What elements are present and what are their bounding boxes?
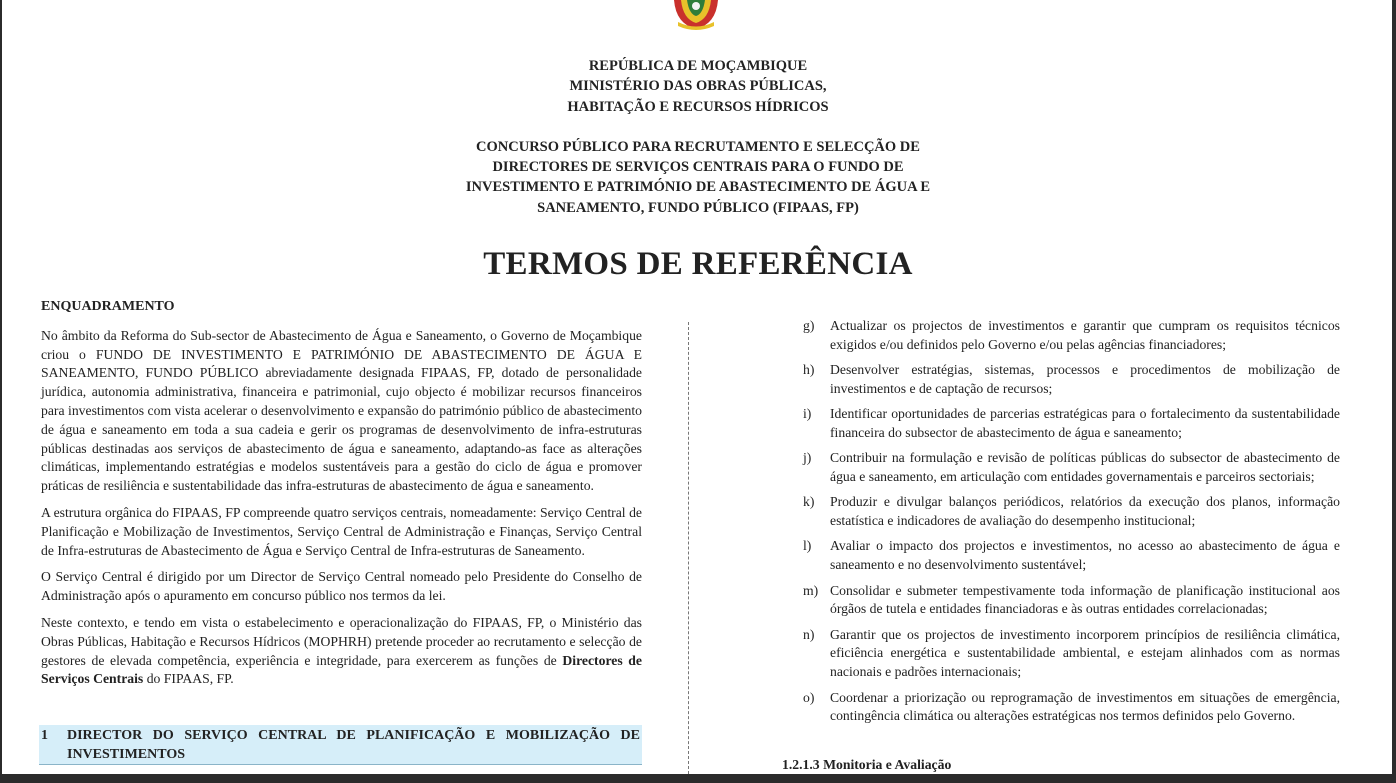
list-item-label: m) [803, 582, 819, 598]
list-item-text: Consolidar e submeter tempestivamente toda informação de planificação institucional aos órgãos de tutela e entidades financiadoras e às outras entidades correlacionadas; [830, 582, 1340, 617]
right-column [803, 317, 1340, 733]
list-item-text: Actualizar os projectos de investimentos e garantir que cumpram os requisitos técnicos exigidos e/ou definidos pelo Governo e/ou pelas agências financiadores; [830, 318, 1340, 352]
list-item [803, 405, 1340, 443]
list-item [803, 582, 1340, 620]
list-item [803, 689, 1340, 727]
column-divider [688, 322, 689, 774]
list-item-text: Produzir e divulgar balanços periódicos, relatórios da execução dos planos, informação estatística e indicadores de avaliação do desempenho institucional; [830, 494, 1340, 529]
list-item-label: k) [803, 494, 815, 510]
list-item-text: Desenvolver estratégias, sistemas, processos e procedimentos de mobilização de investimentos e de captação de recursos; [830, 362, 1340, 396]
paragraph-4-bold: Directores de Serviços Centrais [41, 652, 642, 687]
header-republic: REPÚBLICA DE MOÇAMBIQUE [588, 58, 808, 74]
list-item-label: g) [803, 318, 815, 333]
list-item [803, 493, 1340, 531]
list-item-label: i) [803, 406, 812, 422]
list-item [803, 626, 1340, 682]
list-item [803, 537, 1340, 575]
header-ministry: MINISTÉRIO DAS OBRAS PÚBLICAS, [569, 78, 827, 95]
section-1-title: DIRECTOR DO SERVIÇO CENTRAL DE PLANIFICAÇÃO E MOBILIZAÇÃO DE INVESTIMENTOS [67, 728, 640, 762]
section-heading-enquadramento: ENQUADRAMENTO [41, 299, 175, 314]
paragraph-1: No âmbito da Reforma do Sub-sector de Abastecimento de Água e Saneamento, o Governo de Moçambique criou o FUNDO DE INVESTIMENTO E PATRIMÓNIO DE ABASTECIMENTO DE ÁGUA E SANEAMENTO, FUNDO PÚBLICO abreviadamente designada FIPAAS, FP, dotado de personalidade jurídica, autonomia administrativa, financeira e patrimonial, cujo objecto é mobilizar recursos financeiros para investimentos com vista acelerar o desenvolvimento e expansão do património público de abastecimento de água e saneamento em toda a sua cadeia e gerir os programas de desenvolvimento de infra-estruturas públicas destinadas aos serviços de abastecimento de água e saneamento, adaptando-as face as alterações climáticas, implementando estratégias e modelos sustentáveis para a gestão do ciclo de água e promover práticas de resiliência e sustentabilidade das infra-estruturas de abastecimento de água e saneamento. [41, 327, 642, 494]
list-item-label: h) [803, 362, 815, 378]
paragraph-4-start: Neste contexto, e tendo em vista o estabelecimento e operacionalização do FIPAAS, FP, o Ministério das Obras Públicas, Habitação e Recursos Hídricos (MOPHRH) pretende proceder ao recrutamento e selecção de gestores de elevada competência, experiência e integridade, para exercerem as funções de [41, 614, 642, 668]
list-item-label: n) [803, 626, 815, 642]
header-ministry-cont: HABITAÇÃO E RECURSOS HÍDRICOS [567, 98, 829, 115]
concurso-line-3: INVESTIMENTO E PATRIMÓNIO DE ABASTECIMENTO DE ÁGUA E [465, 179, 931, 196]
paragraph-4 [41, 614, 642, 689]
concurso-line-1: CONCURSO PÚBLICO PARA RECRUTAMENTO E SELECÇÃO DE [476, 138, 920, 155]
list-item-label: l) [803, 538, 812, 554]
document-title: TERMOS DE REFERÊNCIA [483, 246, 913, 282]
list-item-label: j) [803, 450, 812, 466]
paragraph-4-end: do FIPAAS, FP. [143, 671, 234, 687]
list-item [803, 449, 1340, 487]
document-header [400, 56, 996, 218]
left-column [41, 298, 642, 697]
window-frame-right [1392, 0, 1396, 783]
paragraph-3: O Serviço Central é dirigido por um Director de Serviço Central nomeado pelo Presidente do Conselho de Administração após o apuramento em concurso público nos termos da lei. [41, 569, 642, 604]
list-item-text: Identificar oportunidades de parcerias estratégicas para o fortalecimento da sustentabilidade financeira do subsector de abastecimento de água e saneamento; [830, 406, 1340, 440]
national-emblem-icon [668, 0, 724, 30]
concurso-line-4: SANEAMENTO, FUNDO PÚBLICO (FIPAAS, FP) [537, 199, 859, 216]
section-1-heading [39, 725, 642, 765]
list-item-text: Contribuir na formulação e revisão de políticas públicas do subsector de abastecimento de água e saneamento, em articulação com entidades governamentais e parceiros sectoriais; [830, 450, 1340, 485]
window-frame-left [0, 0, 2, 783]
window-frame-bottom [0, 774, 1396, 783]
subsection-heading-monitoria: 1.2.1.3 Monitoria e Avaliação [782, 757, 952, 772]
list-item [803, 317, 1340, 355]
list-item-label: o) [803, 689, 815, 705]
list-item-text: Avaliar o impacto dos projectos e investimentos, no acesso ao abastecimento de água e saneamento e no desenvolvimento sustentável; [830, 538, 1340, 573]
section-1-number: 1 [41, 728, 48, 743]
list-item [803, 361, 1340, 399]
list-item-text: Garantir que os projectos de investimento incorporem princípios de resiliência climática, eficiência energética e sustentabilidade ambiental, e estejam alinhados com as normas nacionais e padrões internacionais; [830, 626, 1340, 680]
paragraph-2: A estrutura orgânica do FIPAAS, FP compreende quatro serviços centrais, nomeadamente: Serviço Central de Planificação e Mobilização de Investimentos, Serviço Central de Administração e Finanças, Serviço Central de Infra-estruturas de Abastecimento de Água e Serviço Central de Infra-estruturas de Saneamento. [41, 504, 642, 558]
list-item-text: Coordenar a priorização ou reprogramação de investimentos em situações de emergência, contingência climática ou alterações estratégicas nos termos definidos pelo Governo. [830, 689, 1340, 724]
concurso-line-2: DIRECTORES DE SERVIÇOS CENTRAIS PARA O FUNDO DE [492, 159, 904, 176]
